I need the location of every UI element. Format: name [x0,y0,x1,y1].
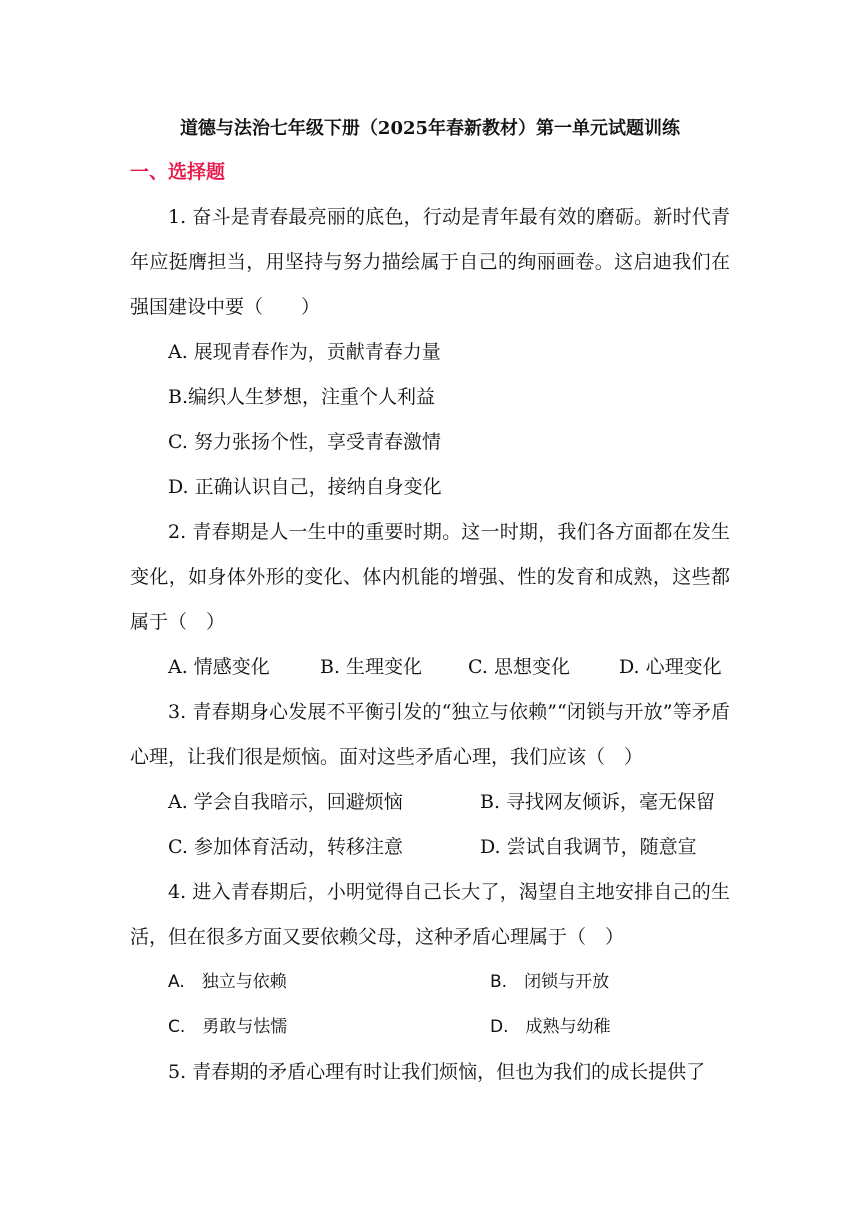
question-2-option-a: A. 情感变化 [168,656,270,678]
question-2-stem: 2. 青春期是人一生中的重要时期。这一时期，我们各方面都在发生变化，如身体外形的变化、体内机能的增强、性的发育和成熟，这些都属于（ ） [130,521,730,633]
question-2-options [130,645,730,690]
question-3-stem: 3. 青春期身心发展不平衡引发的“独立与依赖”“闭锁与开放”等矛盾心理，让我们很是烦恼。面对这些矛盾心理，我们应该（ ） [130,701,730,768]
question-4-option-b: B. 闭锁与开放 [490,972,610,992]
question-3-option-d: D. 尝试自我调节，随意宣 [480,836,697,858]
question-5-stem: 5. 青春期的矛盾心理有时让我们烦恼，但也为我们的成长提供了 [168,1061,706,1083]
question-4-options-row-1 [130,960,730,1005]
question-1-option-b: B.编织人生梦想，注重个人利益 [168,386,436,408]
question-1-option-c: C. 努力张扬个性，享受青春激情 [168,431,441,453]
question-3-option-a: A. 学会自我暗示，回避烦恼 [168,791,403,813]
question-3-option-c: C. 参加体育活动，转移注意 [168,836,403,858]
question-4-option-c: C. 勇敢与怯懦 [168,1017,288,1037]
question-1-stem: 1. 奋斗是青春最亮丽的底色，行动是青年最有效的磨砺。新时代青年应挺膺担当，用坚持与努力描绘属于自己的绚丽画卷。这启迪我们在强国建设中要（ ） [130,206,730,318]
section-heading: 一、选择题 [130,161,226,183]
question-4-option-a: A. 独立与依赖 [168,972,287,992]
document-title: 道德与法治七年级下册（2025年春新教材）第一单元试题训练 [179,118,681,139]
question-2-option-c: C. 思想变化 [468,656,570,678]
question-2-option-d: D. 心理变化 [619,656,722,678]
question-4-options-row-2 [130,1005,730,1050]
question-2-option-b: B. 生理变化 [320,656,423,678]
document-content [130,109,730,1095]
question-4-stem: 4. 进入青春期后，小明觉得自己长大了，渴望自主地安排自己的生活，但在很多方面又要依赖父母，这种矛盾心理属于（ ） [130,881,730,948]
question-4-option-d: D. 成熟与幼稚 [490,1017,611,1037]
question-3-option-b: B. 寻找网友倾诉，毫无保留 [480,791,716,813]
question-3-options-row-2 [130,825,730,870]
question-3-options-row-1 [130,780,730,825]
question-1-option-a: A. 展现青春作为，贡献青春力量 [168,341,441,363]
question-1-option-d: D. 正确认识自己，接纳自身变化 [168,476,442,498]
